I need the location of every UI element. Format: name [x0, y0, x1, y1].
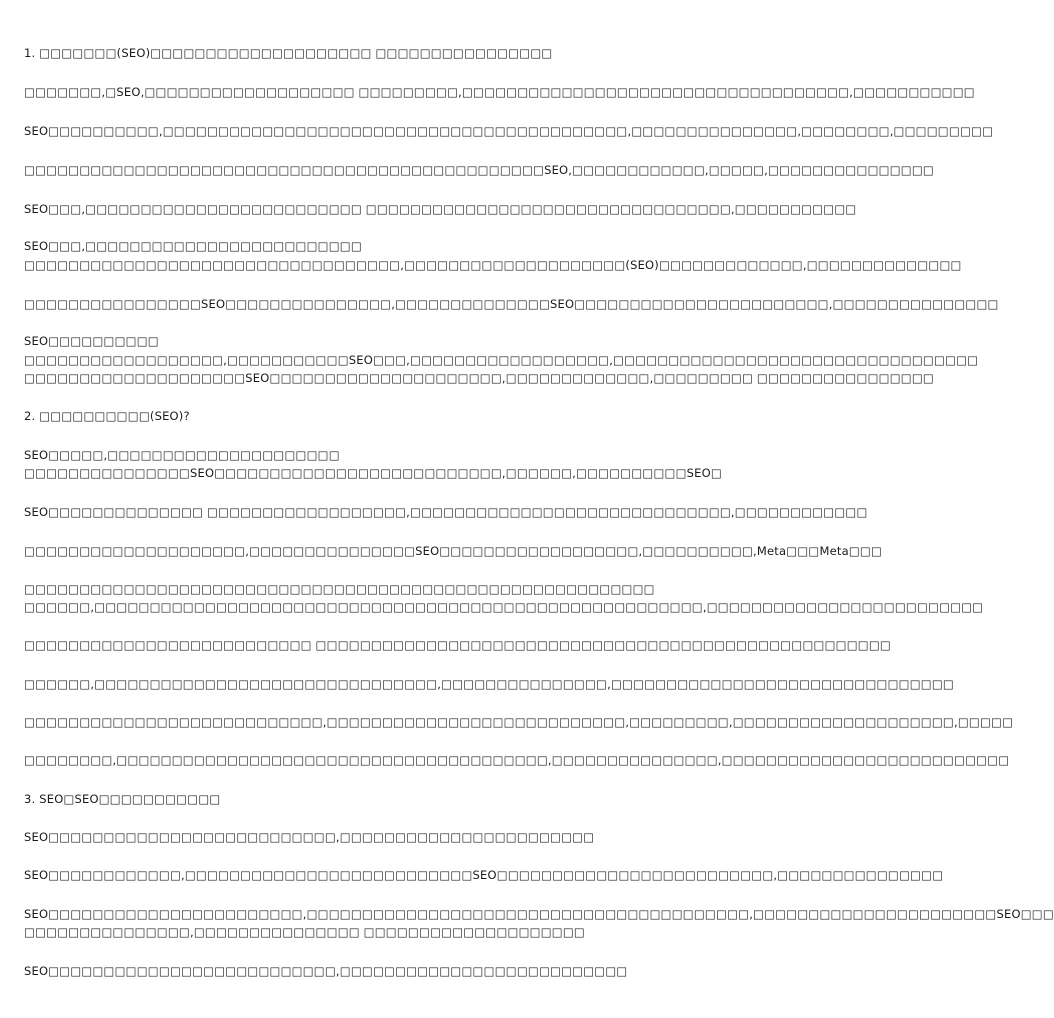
paragraph-line: □□□□□□□,□SEO,□□□□□□□□□□□□□□□□□□□ □□□□□□□□□,□□□□□□□□□□□□□□□□□□□□□□□□□□□□□□□□□□□,□□□□□□□□□□□: [24, 85, 975, 99]
paragraph-line: □□□□□□□□□□□□□□□□□□□□□□□□□□ □□□□□□□□□□□□□□□□□□□□□□□□□□□□□□□□□□□□□□□□□□□□□□□□□□□□: [24, 638, 891, 652]
paragraph-line: SEO□□□□□□□□□□□□□□□□□□□□□□□,□□□□□□□□□□□□□□□□□□□□□□□□□□□□□□□□□□□□□□□□,□□□□□□□□□□□□□□□□□□□□□□SEO□□□: [24, 907, 1054, 921]
section-heading-3: 3. SEO□SEO□□□□□□□□□□□: [24, 792, 221, 806]
paragraph-line: SEO□□□,□□□□□□□□□□□□□□□□□□□□□□□□□ □□□□□□□□□□□□□□□□□□□□□□□□□□□□□□□□□,□□□□□□□□□□□: [24, 202, 857, 216]
paragraph-line: SEO□□□□□,□□□□□□□□□□□□□□□□□□□□□: [24, 448, 340, 462]
paragraph-line: SEO□□□□□□□□□□□□□□□□□□□□□□□□□□,□□□□□□□□□□□□□□□□□□□□□□□: [24, 830, 595, 844]
paragraph-line: □□□□□□□□□□□□□□□□□□□□□□□□□□□□□□□□□□,□□□□□□□□□□□□□□□□□□□□(SEO)□□□□□□□□□□□□□,□□□□□□□□□□□□□□: [24, 258, 962, 272]
paragraph-line: SEO□□□□□□□□□□: [24, 334, 159, 348]
section-heading-1: 1. □□□□□□□(SEO)□□□□□□□□□□□□□□□□□□□□ □□□□□□□□□□□□□□□□: [24, 46, 553, 60]
paragraph-line: SEO□□□□□□□□□□□□□□□□□□□□□□□□□□,□□□□□□□□□□□□□□□□□□□□□□□□□□: [24, 964, 628, 978]
paragraph-line: □□□□□□,□□□□□□□□□□□□□□□□□□□□□□□□□□□□□□□,□□□□□□□□□□□□□□□,□□□□□□□□□□□□□□□□□□□□□□□□□□□□□□□: [24, 677, 955, 691]
paragraph-line: SEO□□□□□□□□□□□□,□□□□□□□□□□□□□□□□□□□□□□□□□□SEO□□□□□□□□□□□□□□□□□□□□□□□□□,□□□□□□□□□□□□□□□: [24, 868, 944, 882]
paragraph-line: □□□□□□□□□□□□□□□□□□,□□□□□□□□□□□SEO□□□,□□□□□□□□□□□□□□□□□□,□□□□□□□□□□□□□□□□□□□□□□□□□□□□□□□□□: [24, 353, 979, 367]
paragraph-line: □□□□□□□□□□□□□□□SEO□□□□□□□□□□□□□□□□□□□□□□□□□□,□□□□□□,□□□□□□□□□□SEO□: [24, 466, 722, 480]
paragraph-line: □□□□□□□□□□□□□□□□□□□□,□□□□□□□□□□□□□□□SEO□□□□□□□□□□□□□□□□□□,□□□□□□□□□□,Meta□□□Meta□□□: [24, 544, 883, 558]
paragraph-line: □□□□□□□□□□□□□□□□SEO□□□□□□□□□□□□□□□,□□□□□□□□□□□□□□SEO□□□□□□□□□□□□□□□□□□□□□□□,□□□□□□□□□□□□□□□: [24, 297, 999, 311]
paragraph-line: □□□□□□□□□□□□□□□□□□□□SEO□□□□□□□□□□□□□□□□□□□□□,□□□□□□□□□□□□□,□□□□□□□□□ □□□□□□□□□□□□□□□□: [24, 371, 934, 385]
section-heading-2: 2. □□□□□□□□□□(SEO)?: [24, 409, 190, 423]
paragraph-line: □□□□□□□□□□□□□□□,□□□□□□□□□□□□□□□ □□□□□□□□□□□□□□□□□□□□: [24, 925, 585, 939]
paragraph-line: □□□□□□□□□□□□□□□□□□□□□□□□□□□,□□□□□□□□□□□□□□□□□□□□□□□□□□□,□□□□□□□□□,□□□□□□□□□□□□□□□□□□□□,□□□□□: [24, 715, 1014, 729]
paragraph-line: SEO□□□,□□□□□□□□□□□□□□□□□□□□□□□□□: [24, 239, 362, 253]
paragraph-line: □□□□□□,□□□□□□□□□□□□□□□□□□□□□□□□□□□□□□□□□□□□□□□□□□□□□□□□□□□□□□□,□□□□□□□□□□□□□□□□□□□□□□□□□: [24, 600, 984, 614]
paragraph-line: SEO□□□□□□□□□□□□□□ □□□□□□□□□□□□□□□□□□,□□□□□□□□□□□□□□□□□□□□□□□□□□□□□,□□□□□□□□□□□□: [24, 505, 868, 519]
paragraph-line: □□□□□□□□□□□□□□□□□□□□□□□□□□□□□□□□□□□□□□□□□□□□□□□□□□□□□□□□□: [24, 582, 655, 596]
paragraph-line: □□□□□□□□□□□□□□□□□□□□□□□□□□□□□□□□□□□□□□□□□□□□□□□SEO,□□□□□□□□□□□□,□□□□□,□□□□□□□□□□□□□□□: [24, 163, 934, 177]
paragraph-line: □□□□□□□□,□□□□□□□□□□□□□□□□□□□□□□□□□□□□□□□□□□□□□□□,□□□□□□□□□□□□□□□,□□□□□□□□□□□□□□□□□□□□□□□□□□: [24, 753, 1010, 767]
paragraph-line: SEO□□□□□□□□□□,□□□□□□□□□□□□□□□□□□□□□□□□□□□□□□□□□□□□□□□□□□,□□□□□□□□□□□□□□□,□□□□□□□□,□□□□□□□□□: [24, 124, 994, 138]
